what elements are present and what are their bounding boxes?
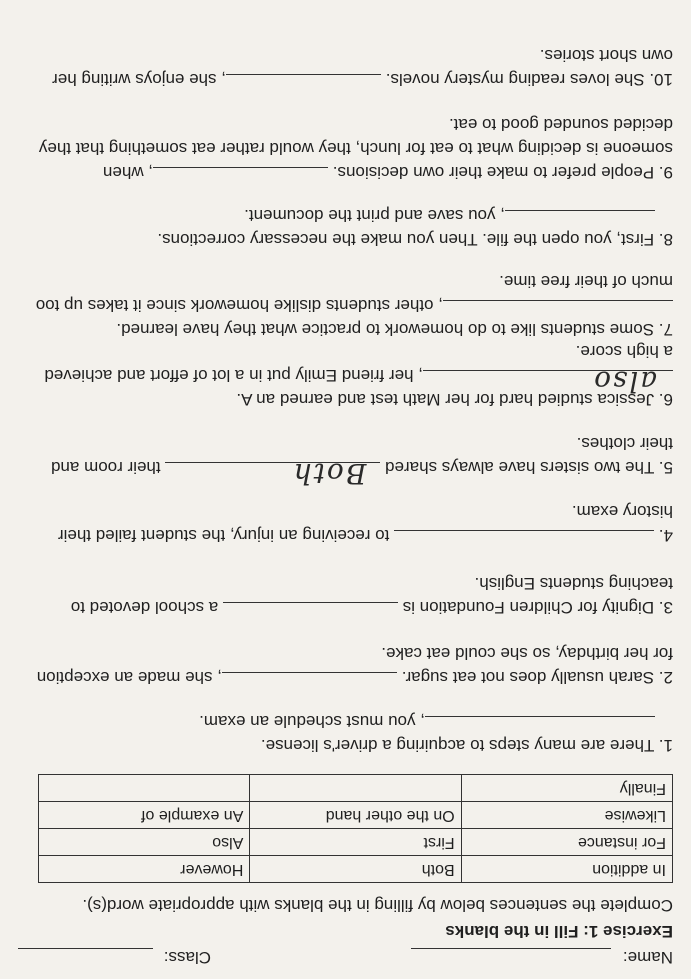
question-text: People prefer to make their own decisions.	[332, 163, 655, 182]
word-bank-row	[39, 856, 673, 883]
class-field[interactable]	[18, 948, 153, 949]
class-label: Class:	[163, 948, 211, 967]
word-bank-cell: In addition	[461, 856, 672, 883]
question-5	[33, 431, 673, 490]
word-bank-row	[39, 775, 673, 802]
name-label: Name:	[622, 948, 673, 967]
word-bank-cell: An example of	[39, 802, 250, 829]
answer-blank[interactable]	[394, 530, 654, 547]
question-text: a school devoted to teaching students English.	[70, 574, 673, 617]
question-4	[33, 499, 673, 547]
header-row	[18, 945, 673, 967]
word-bank-cell: For instance	[461, 829, 672, 856]
answer-blank[interactable]	[222, 672, 397, 689]
word-bank-cell: Both	[250, 856, 461, 883]
answer-blank[interactable]	[423, 365, 673, 398]
word-bank-table	[38, 774, 673, 883]
question-text: , when someone is deciding what to eat for lunch, they would rather eat something that they decided sounded good to eat.	[38, 115, 673, 182]
answer-blank[interactable]	[425, 716, 655, 733]
question-text: , her friend Emily put in a lot of effort and achieved a high score.	[44, 342, 673, 385]
answer-blank[interactable]	[223, 602, 398, 619]
word-bank-cell: On the other hand	[250, 802, 461, 829]
question-2	[33, 641, 673, 689]
question-number: 7.	[658, 320, 673, 339]
word-bank-row	[39, 802, 673, 829]
question-8	[33, 203, 673, 251]
question-7	[33, 269, 673, 341]
word-bank-cell	[39, 775, 250, 802]
question-text: Some students like to do homework to practice what they have learned.	[116, 320, 655, 339]
question-number: 8.	[658, 230, 673, 249]
handwritten-answer: also	[592, 365, 657, 398]
answer-blank[interactable]	[165, 457, 380, 490]
question-number: 10.	[649, 70, 673, 89]
question-number: 5.	[658, 458, 673, 477]
question-text: , other students dislike homework since it takes up too much of their free time.	[35, 272, 673, 315]
question-number: 1.	[658, 736, 673, 755]
question-text: First, you open the file. Then you make the necessary corrections.	[157, 230, 655, 249]
question-text: their room and their clothes.	[51, 434, 673, 477]
question-text: Dignity for Children Foundation is	[402, 598, 655, 617]
word-bank-cell: First	[250, 829, 461, 856]
handwritten-answer: Both	[291, 457, 367, 490]
question-number: 3.	[658, 598, 673, 617]
word-bank-cell: Also	[39, 829, 250, 856]
question-number: 2.	[658, 668, 673, 687]
question-9	[33, 112, 673, 184]
question-text: Jessica studied hard for her Math test and earned an A.	[236, 390, 655, 409]
question-text: There are many steps to acquiring a driver's license.	[260, 736, 655, 755]
question-6	[33, 339, 673, 411]
question-text: , she enjoys writing her own short stories.	[52, 46, 673, 89]
word-bank-row	[39, 829, 673, 856]
question-text: She loves reading mystery novels.	[385, 70, 645, 89]
question-10	[33, 43, 673, 91]
exercise-title: Exercise 1: Fill in the blanks	[445, 922, 673, 941]
word-bank-cell: Likewise	[461, 802, 672, 829]
answer-blank[interactable]	[153, 167, 328, 184]
question-text: Sarah usually does not eat sugar.	[401, 668, 655, 687]
question-1	[33, 709, 673, 757]
question-3	[33, 571, 673, 619]
question-text: , she made an exception for her birthday, so she could eat cake.	[36, 644, 673, 687]
answer-blank[interactable]	[443, 300, 673, 317]
name-field[interactable]	[411, 948, 611, 949]
exercise-instruction: Complete the sentences below by filling in the blanks with appropriate word(s).	[82, 896, 673, 915]
question-text: , you must schedule an exam.	[199, 712, 425, 731]
word-bank-cell: Finally	[461, 775, 672, 802]
answer-blank[interactable]	[505, 210, 655, 227]
word-bank-cell: However	[39, 856, 250, 883]
question-text: , you save and print the document.	[244, 206, 505, 225]
question-text: The two sisters have always shared	[385, 458, 655, 477]
word-bank-cell	[250, 775, 461, 802]
answer-blank[interactable]	[226, 74, 381, 91]
question-text: to receiving an injury, the student failed their history exam.	[57, 502, 673, 545]
question-number: 9.	[658, 163, 673, 182]
question-number: 4.	[658, 526, 673, 545]
question-number: 6.	[658, 390, 673, 409]
